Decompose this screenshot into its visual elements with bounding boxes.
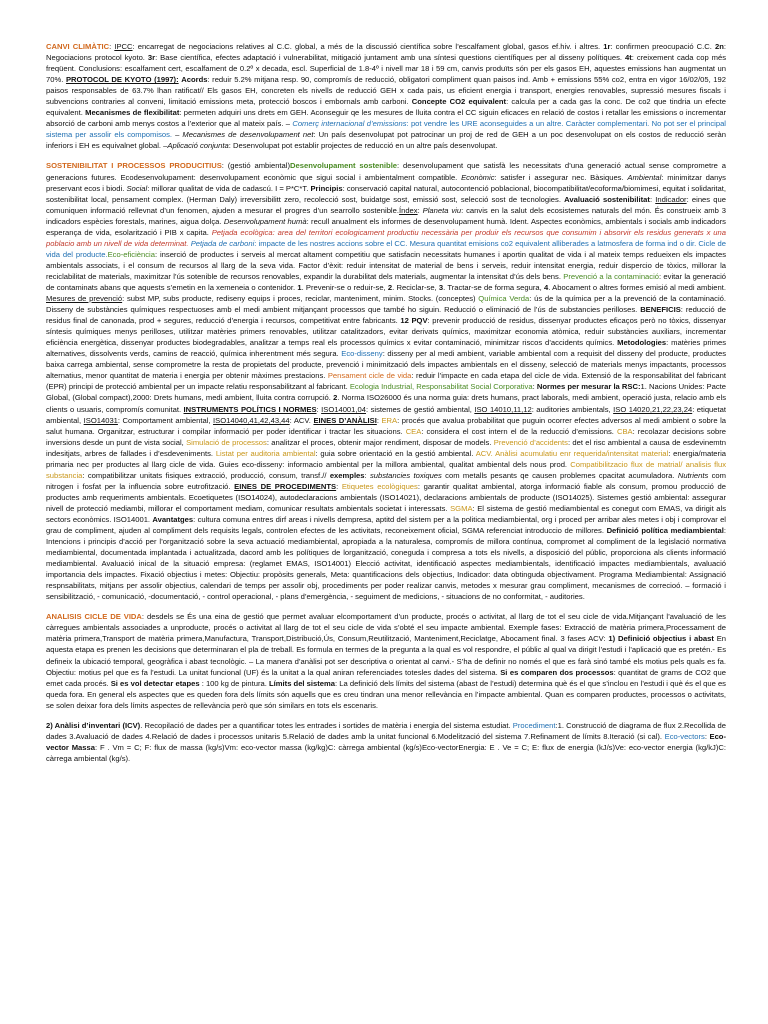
text-run: : etiquetat ambiental,: [46, 404, 726, 425]
text-run: Comerç internacional d’emissions: [292, 119, 407, 129]
text-run: : permeten adquiri uns drets em GEH. Aconseguir qe les mesures de lluita contra el CC siguin eficaces en relació de costos i retallar les emissions o incrementar absorció de carboni amb menys costos a l’exterior que al mateix país. –: [46, 108, 726, 129]
text-run: 1) Definició objectius i abast: [608, 634, 714, 644]
text-run: : recull anualment els informes de desenvolupament humà. Ident. Aspectes econòmics, ambientals i socials amb indicadors esperança de vida, esolarització i PIB x capita.: [46, 216, 726, 237]
text-run: Normes per mesurar la RSC:: [536, 382, 641, 392]
text-run: EINES D’ANÀLISI: [313, 415, 377, 425]
text-run: Concepte CO2 equivalent: [411, 97, 507, 107]
text-run: Ecologia Industrial, Responsabilitat Social Corporativa: [349, 382, 533, 392]
text-run: Mesures de prevenció: [46, 294, 123, 304]
text-run: : calcula per a cada gas la conc. De co2 que tindria un efecte equivalent.: [46, 97, 726, 118]
text-run: SOSTENIBILITAT I PROCESSOS PRODUCITIUS: [46, 161, 222, 171]
text-run: Si es comparen dos processos: [500, 667, 614, 677]
text-run: : pot vendre les URE aconseguides a un altre. Caràcter complementari. No pot ser el principal sistema per assolir els compomisos.: [46, 119, 727, 140]
text-run: 2) Anàlisi d’inventari (ICV): [46, 720, 141, 730]
text-run: : energia/materia primaria nec per productes al llarg cicle de vida. Guies eco-disseny: informacio ambiental per la millora ambiental, qualitat ambiental dels nous prod.: [46, 448, 727, 469]
text-run: ISO14031: [83, 415, 118, 425]
text-run: : compatibilitzar unitats fisiques extracció, producció, consum, transf.//: [82, 470, 330, 480]
text-run: Avantatges: [152, 514, 194, 524]
text-run: Metodologies: [617, 338, 667, 348]
text-run: : confirmen preocupació C.C.: [610, 42, 715, 51]
text-run: 3: [438, 282, 444, 292]
text-run: : La definició dels límits del sistema (abast de l’estudi) determina què és el que s’inclou en l’estudi i què és el que es queda fora. En general els aspectes que es queden fora dels límits són aquells que es creu tindran una menor rellevància en l’impacte ambiental. Quan es comparen productes, processos o activitats, se solen deixar fora dels límits aspectes de rellevància però que són similars en tots els escenaris.: [46, 678, 726, 710]
text-run: Mecanismes de desenvolupament net: [182, 130, 314, 140]
text-run: : ús de la química per a la prevenció de la contaminació. Disseny de substàncies químiques respectuoses amb el medi ambient mitjançant processos que també ho siguin. Reducció o eliminació de l’ús de substancies perilloses.: [46, 294, 726, 315]
text-run: BENEFICIS: [640, 305, 681, 315]
text-run: Eco-vector Massa: [46, 731, 726, 752]
section-sostenibilitat: [46, 160, 726, 602]
text-run: IPCC: [114, 42, 133, 51]
text-run: 4: [544, 282, 549, 292]
text-run: com nitrogen i fosfat per la influencia sobre eutrofització.: [46, 470, 726, 491]
text-run: Listat per auditoria ambiental: [215, 448, 316, 458]
text-run: : El sistema de gestió mediambiental es conegut com EMAS, va dirigit als sectors econòmics. ISO14001.: [46, 503, 726, 524]
text-run: 4t: [625, 53, 632, 63]
text-run: Aplicació conjunta: [167, 141, 229, 151]
text-run: : eines que comuniquen informació rellevnat d’un fenomen, ajuden a mesurar el progres d’un searrollo sostenible.: [46, 194, 726, 215]
text-run: : desdels se És una eina de gestió que permet avaluar elcomportament d’un producte, procés o activitat, al llarg de tot el seu cicle de vida.Mitjançant l’avaluació de les càrregues ambientals associades a unproducte, procés o activitat al llarg de tot el seu cicle de vida s’obté el seu impacte ambiental. Exemple fases: Extracció de matèria primera,Processament de matèria primera,Transport de matèria primera,Manufactura, Transport,Distribució,Ús, Consum,Reutilització, Manteniment,Reciclatge, Abocament final. 3 fases ACV:: [46, 612, 726, 644]
text-run: : prevenir producció de residus, dissenyar productes eficaços però no tòxics, dissenyar síntesis químiques menys perilloses, utilitzar matèries primers renovables, utilitzar catalitzadors, evitar derivats químics, maximitzar economia atòmica, reduir substàncies auxiliars, incrementar eficiència energètica, dissenyar productes biodegradables, analitzar a temps real els processos químics x evitar contaminació, minimitzar riscos d’accidents químics.: [46, 316, 726, 348]
text-run: Social: [126, 183, 148, 193]
text-run: ISO 14020,21,22,23,24: [613, 404, 693, 414]
section-analisi-inventari: [46, 720, 726, 764]
text-run: Definició política mediambiental: [606, 526, 724, 536]
text-run: : Un país desenvolupat pot patrocinar un proj de red de GEH a un poc desenvolupat on els costos de reducció seràn inferiors i EH es equivalnet global. –: [46, 130, 726, 151]
text-run: 1r: [603, 42, 611, 51]
text-run: CEA: [405, 426, 422, 436]
text-run: Nutrients: [677, 470, 709, 480]
text-run: Ambiental: [627, 172, 662, 182]
text-run: Procediment: [512, 720, 556, 730]
text-run: : garantir qualitat ambiental, atorga informació fiable als consum, promou producció de productes amb requeriments ambientals. Ecoetiquetes (ISO14024), autodeclaracions ambientals (ISO14021), declaracions ambientals de producte (ISO14025). Sistemes gestió ambiental: assegurar nivell de protecció mediambi, millorar el comportament mediam, comunicar resultats ambientals societat i interessats.: [46, 481, 726, 513]
text-run: 2: [387, 282, 393, 292]
text-run: . Prevenir-se o reduir-se,: [301, 282, 388, 292]
text-run: Principis: [310, 183, 343, 193]
text-run: : reduir l’impacte en cada etapa del cicle de vida. Extensió de la responsabilitat del fabricant (EPR) principi de protecció ambiental per un impacte relatiu responsabilitzant al fabricant.: [46, 371, 726, 392]
text-run: : encarregat de negociacions relatives al C.C. global, a més de la discussió científica sobre l’escalfament global, gasos ef.hiv. i altres.: [132, 42, 604, 51]
text-run: Simulació de processos: [186, 437, 267, 447]
text-run: :: [336, 481, 342, 491]
text-run: Etiquetes ecològiques: [341, 481, 418, 491]
text-run: :: [417, 205, 423, 215]
text-run: : minimitzar danys preservant ecos i biodi.: [46, 172, 726, 193]
text-run: substancies toxiques: [369, 470, 442, 480]
text-run: ISO 14010,11,12: [474, 404, 532, 414]
text-run: EINES DE PROCEDIMENTS: [234, 481, 337, 491]
text-run: 3r: [147, 53, 156, 63]
text-run: : desenvolupament que satisfà les necessitats d’una generació actual sense comprometre a generacions futures. Ecodesenvolupament: desenvolupament econòmic que sigui social i ambientalment compatible.: [46, 161, 726, 182]
text-run: : impacte de les nostres accions sobre el CC. Mesura quantitat emisions co2 equivalent alliberades a latmosfera de forma ind o dir. Cicle de vida del producte.: [46, 238, 726, 259]
text-run: Desenvolupament humà: [223, 216, 307, 226]
text-run: : auditories ambientals,: [531, 404, 614, 414]
text-run: SGMA: [450, 503, 473, 513]
text-run: Límits del sistema: [269, 678, 336, 688]
text-run: ERA: [381, 415, 398, 425]
text-run: Petjada ecològica: area del territori ecologicament productiu necessària per produir els recursos que consumim i absorvir els residus generats x una poblacio amb un nivell de vida determinat.: [46, 227, 727, 248]
text-run: : procés que avalua probabilitat que puguin ocorrer efectes adversos al medi ambient o sobre la salut humana. Organitzar, estructurar i compilar informació per poder identificar i tractar les situacions.: [46, 415, 726, 436]
text-run: :: [109, 42, 115, 51]
text-run: :: [649, 194, 656, 204]
text-run: Química Verda: [478, 294, 530, 304]
text-run: : det el risc ambiental a causa de esdevinemtn indesitjats, arbres de fallades i d’esdeveniments.: [46, 437, 726, 458]
text-run: :: [376, 415, 382, 425]
text-run: :: [704, 731, 710, 741]
text-run: . Abocament o altres formes emisió al medi ambient.: [548, 282, 726, 292]
text-run: : conservació capital natural, autocontenció poblacional, biocompatibilitat/ecoforma/biomimesi, equitat i solidaritat, sostenibilitat local, pensament complex. (Herman Daly) irreversibilitt zero, recolecció sost, buidatge sost, emissió sost, selecció sost de tecnologies.: [46, 183, 726, 204]
text-run: 1. Nacions Unides: Pacte Global, (Global compact),2000: Drets humans, medi ambient, lluita contra corrupció.: [46, 382, 726, 403]
text-run: :: [316, 404, 322, 414]
text-run: INSTRUMENTS POLÍTICS I NORMES: [183, 404, 317, 414]
text-run: : Comportament ambiental,: [117, 415, 214, 425]
document-page: [46, 41, 726, 773]
text-run: Econòmic: [461, 172, 495, 182]
text-run: Compatibilitzacio flux de matrial/ analisis flux substancia: [46, 459, 727, 480]
text-run: 2n: [714, 42, 724, 51]
text-run: com metalls pesants qe causen problemes cpacitat acumuladora.: [441, 470, 678, 480]
text-run: : sistemes de gestió ambiental,: [365, 404, 475, 414]
text-run: : cultura comuna entres dirf areas i nivells dempresa, aptitd del sistem per a la politica mediambiental, org i proced per arribar ales metes i obj i comprovar el grau de compliment, ajuden al compliment dels requisits legals, controlen efectes de les activitats, reconeixement oficial, SGMA referenciat introduccio de millores.: [46, 514, 726, 536]
text-run: : quantitat de grams de CO2 que emet cada procés.: [46, 667, 726, 688]
section-analisis-cicle-vida: [46, 611, 726, 710]
text-run: ACV. Anàlisi acumulatiu enr requerida/intensitat material: [475, 448, 669, 458]
text-run: Si es vol detectar etapes: [110, 678, 200, 688]
section-canvi-climatic: [46, 41, 726, 151]
text-run: Eco-eficiència: [107, 249, 155, 259]
text-run: : disseny per al medi ambient, variable ambiental com a requisit del disseny del producte, productes baixa carrega ambiental, sense comprometre la resta de propietats del producte, prevenció i minimització dels impactes ambientals en el disseny, selecció de materials menys impactants, processos alternatius, menor quantitat de materia i energia per obtenir màximes prestacions.: [46, 349, 726, 381]
text-run: :1. Construcció de diagrama de flux 2.Recollida de dades 3.Avaluació de dades 4.Relació de dades i processos unitaris 5.Relació de dades amb la unitat funcional 6.Modelització del sistema 7.Refinament de límits 8.Iteració (si cal).: [46, 720, 726, 741]
text-run: : reducció de residus final de canonada, prod + segures, reducció d’energia i recursos, competitivat entre fabricants.: [46, 305, 726, 326]
text-run: Prevenció a la contaminació: [563, 271, 660, 281]
text-run: Indicador: [655, 194, 687, 204]
text-run: Eco-vectors: [664, 731, 705, 741]
text-run: exemples: [329, 470, 365, 480]
text-run: : F . Vm = C; F: flux de massa (kg/s)Vm: eco-vector massa (kg/kg)C: càrrega ambiental (kg/s)Eco-vectorEnergia: E . Ve = C; E: flux de energia (kJ/s)Ve: eco-vector energia (kg/kJ)C: càrrega ambiental (kg/s).: [46, 742, 726, 763]
text-run: 12 PQV: [400, 316, 428, 326]
text-run: Eco-disseny: [341, 349, 383, 359]
text-run: Planeta viu: [422, 205, 462, 215]
text-run: : Intencions i principis d’acció per l’organització sobre la seva actuació mediambiental, apropiada a la naturalesa, compromís de millora contínua, compromet al compliment de la legislació normativa mediambiental, documentada implantada i actualitzada, dacord amb les polítiques de lorganització, coneguda i compresa a tots els nivells, a disposició del públic, proporciona als clients informació mediambiental. Avaluació inical de la situació empresa: (reglamet EMAS, ISO14001) Elecció activitat, identificació aspectes mediambientals, identificació impactes mediambientals, avaluació importancia dels impactes. Fixació objectius i metes: Objectiu: propòsits generals, Meta: quantificacions dels objectius, Indicador: data obtinguda objectivament. Programa Mediambiental: Assignació respnsabilitats, mitjans per assolir objectius, calendari de temps per assolir obj, procediments per poder realizar canvis, metodes x mesurar grau compliment, mecanismes de correcioó. – formació i sensibilització, - comunicació, -documentació, - control operacional, - plans d’emergència, - seguiment de medicions, - situacions de no conformitat, - auditories.: [46, 526, 726, 602]
text-run: : Negociacions protocol kyoto.: [46, 42, 726, 63]
text-run: 2: [333, 393, 338, 403]
text-run: : creixement cada cop més freqüent. Conclusions: escalfament cert, escalfament de 0.2º x decada, escl. Superficial de 1.8-4º i nivell mar 18 i 59 cm, canvis produïts són per els gasos EH, aquestes emissions han augmentat un 70%.: [46, 53, 726, 85]
text-run: : (gestió ambiental): [221, 161, 290, 171]
text-run: : recolazar decisions sobre inversions desde un punt de vista social,: [46, 426, 726, 447]
text-run: : 100 kg de pintura.: [199, 678, 270, 688]
text-run: ISO14001,04: [321, 404, 366, 414]
text-run: ANALISIS CICLE DE VIDA: [46, 612, 142, 622]
text-run: : matèries primes alternatives, dissolvents verds, camins de reacció, química inherentment més segura.: [46, 338, 726, 359]
text-run: –: [172, 130, 183, 140]
text-run: :: [364, 470, 370, 480]
text-run: . Recopilació de dades per a quantificar totes les entrades i sortides de matèria i energia del sistema estudiat.: [140, 720, 513, 730]
text-run: Prevenció d’accidents: [493, 437, 568, 447]
text-run: Mecanismes de flexibilitat: [85, 108, 180, 118]
text-run: ISO14040,41,42,43,44: [213, 415, 290, 425]
text-run: : ACV.: [289, 415, 314, 425]
text-run: 1: [297, 282, 302, 292]
text-run: CANVI CLIMÀTIC: [46, 42, 110, 51]
text-run: : millorar qualitat de vida de cadascú. I = P*C*T.: [147, 183, 311, 193]
text-run: : reduir 5.2% mitjana resp. 90, compromís de reducció, obligatori compliment quan paisos ind. Amb + emissions 55% co2, entra en vigor 16/02/05, 192 paisos responsables de 63.7% lhan ratificat// Els gasos EH, concreten els nivells de reducció GEH x cada pais, us eficient energia i transport, energies renovables, supressió mesures fiscals i subvencions contraries al conveni, limitació emissions meta, protecció boscos i embornals amb carboni.: [46, 75, 726, 107]
text-run: : guia sobre orientació en la gestió ambiental.: [315, 448, 476, 458]
text-run: CBA: [616, 426, 633, 436]
text-run: Acords: [181, 75, 208, 85]
text-run: PROTOCOL DE KYOTO (1997):: [65, 75, 179, 85]
text-run: : subst MP, subs producte, rediseny equips i proces, reciclar, manteniment, minim. Stocks. (conceptes): [122, 294, 479, 304]
text-run: Desenvolupament sostenible: [290, 161, 398, 171]
text-run: : satisfer i assegurar nec. Bàsiques.: [494, 172, 628, 182]
text-run: : evitar la generació de contaminats abans que aquests s’emetin en la xemeneia o contenidor.: [46, 271, 726, 292]
text-run: : canvis en la salut dels ecosistemes naturals del món. És construeix amb 3 indicadors espècies forestals, marines, aigua dolça.: [46, 205, 727, 226]
text-run: Índex: [398, 205, 418, 215]
text-run: : Base científica, efectes adaptació i vulnerabilitat, mitigació juntament amb una síntesi questions científiques per al disseny polítiques.: [155, 53, 625, 63]
text-run: : Desenvolupat pot establir projectes de reducció en un altre país desenvolupat.: [228, 141, 498, 151]
text-run: : inserció de productes i serveis al mercat altament competitiu que satisfacin necessitats humanes i aportin qualitat de vida i al mateix temps redueixen els impactes ambientals associats, i el consum de recursos al llarg de la seva vida. Factor d’èxit: reduir intensitat de material de bens i serveis, reduir intensitat energia, reduir dispercio de tòxics, millorar la reciclabilitat de materials, maximitzar l’ús sotenible de recursos renovables, expandir la durabilitat dels materials, augmentar la intensitat d’ús dels bens.: [46, 249, 727, 281]
text-run: . Norma ISO26000 és una norma guia: drets humans, pract laborals, medi ambient, operació justa, relacio amb els clients o usuaris, compromís comunitat.: [46, 393, 726, 414]
text-run: En aquesta etapa es prenen les decisions que determinaran el pla de treball. Es formula en termes de la pregunta a la qual es vol respondre, el públic al qual va dirigit l’estudi i l’aplicació que es pretén.- Es defineix la ubicació temporal, geogràfica i abast tecnològic. – La manera d’anàlisi pot ser descriptiva o orientat al canvi.- S’ha de definir no només el que es farà sinó també els motius pels quals es fa. Objectiu: motius pel que es fa l’estudi. La unitat funcional (UF) és la unitat a la qual aniran referenciades totesles dades del sistema.: [46, 634, 726, 677]
text-run: Avaluació sostenibilitat: [564, 194, 650, 204]
text-run: Petjada de carboni: [190, 238, 255, 248]
text-run: . Reciclar-se,: [392, 282, 439, 292]
text-run: : considera el cost intern el de la reducció d’emissions.: [421, 426, 617, 436]
text-run: . Tractar-se de forma segura,: [443, 282, 544, 292]
text-run: :: [532, 382, 537, 392]
text-run: Pensament cicle de vida: [327, 371, 412, 381]
text-run: : analitzar el proces, obtenir major rendiment, disposar de models.: [266, 437, 494, 447]
